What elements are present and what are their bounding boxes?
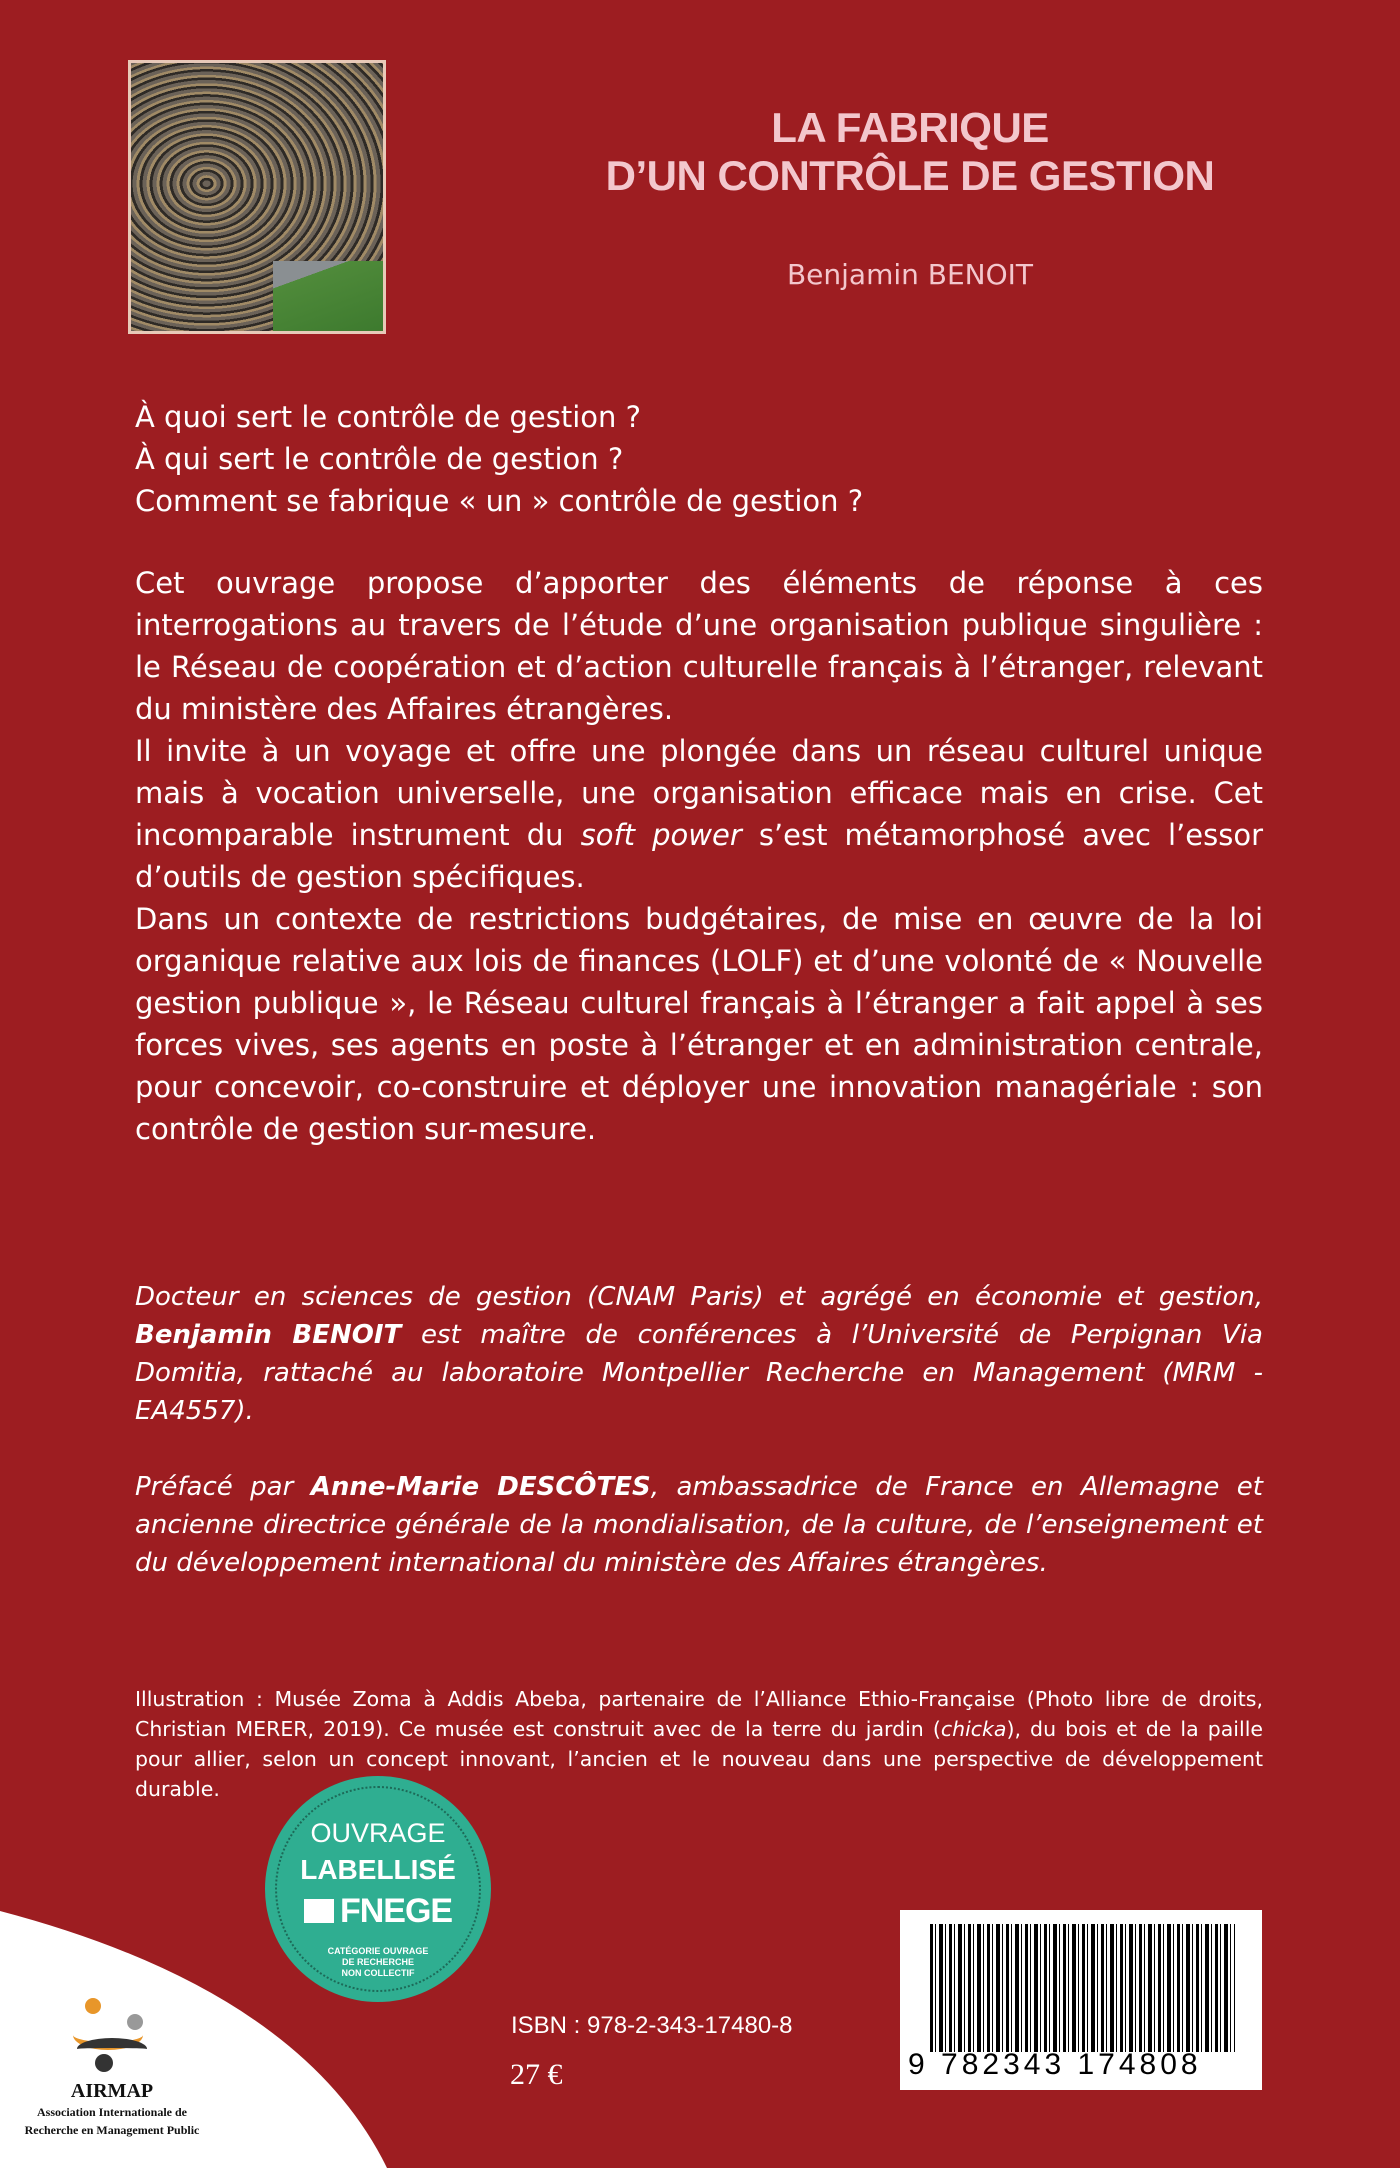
- text: Docteur en sciences de gestion (CNAM Paris) et agrégé en économie et gestion,: [135, 1282, 1263, 1312]
- barcode-digits: 9 782343 174808: [908, 2048, 1202, 2081]
- question: À quoi sert le contrôle de gestion ?: [135, 400, 642, 434]
- isbn: ISBN : 978-2-343-17480-8: [511, 2012, 793, 2039]
- fnege-text: FNEGE: [339, 1892, 453, 1930]
- preface-author-bold: Anne-Marie DESCÔTES: [310, 1472, 651, 1502]
- illustration-credit: [135, 1684, 1263, 1804]
- text: est maître de conférences à l’Université de Perpignan Via Domitia, rattaché au laboratoire Montpellier Recherche en Management (MRM - EA4557).: [135, 1320, 1263, 1426]
- title-line-2: D’UN CONTRÔLE DE GESTION: [605, 152, 1215, 199]
- text: Illustration : Musée Zoma à Addis Abeba, partenaire de l’Alliance Ethio-Française (Photo libre de droits, Christian MERER, 2019). Ce musée est construit avec de la terre du jardin (: [135, 1687, 1263, 1741]
- fnege-logo: [265, 1892, 491, 1931]
- blurb-paragraph: Dans un contexte de restrictions budgétaires, de mise en œuvre de la loi organique relative aux lois de finances (LOLF) et d’une volonté de « Nouvelle gestion publique », le Réseau culturel français à l’étranger a fait appel à ses forces vives, ses agents en poste à l’étranger et en administration centrale, pour concevoir, co-construire et déployer une innovation managériale : son contrôle de gestion sur-mesure.: [135, 902, 1263, 1146]
- blurb: [135, 562, 1263, 1150]
- bio-paragraph: [135, 1278, 1263, 1430]
- barcode: [900, 1910, 1262, 2090]
- badge-category: [265, 1946, 491, 1979]
- title-line-1: LA FABRIQUE: [771, 104, 1049, 151]
- badge-line: OUVRAGE: [310, 1818, 446, 1848]
- airmap-subtitle: Recherche en Management Public: [24, 2123, 200, 2137]
- preface-paragraph: [135, 1468, 1263, 1582]
- blurb-paragraph: [135, 730, 1263, 898]
- airmap-name: AIRMAP: [70, 2080, 154, 2102]
- book-title: [560, 104, 1260, 200]
- barcode-bars: [930, 1924, 1235, 2052]
- text: ), du bois et de la paille pour allier, selon un concept innovant, l’ancien et le nouveau dans une perspective de développement durable.: [135, 1717, 1264, 1801]
- text: , ambassadrice de France en Allemagne et ancienne directrice générale de la mondialisation, de la culture, de l’enseignement et du développement international du ministère des Affaires étrangères.: [135, 1472, 1263, 1578]
- price: 27 €: [510, 2058, 563, 2091]
- question: À qui sert le contrôle de gestion ?: [135, 442, 624, 476]
- airmap-subtitle: Association Internationale de: [37, 2105, 187, 2119]
- badge-small-line: DE RECHERCHE: [341, 1957, 414, 1967]
- badge-small-line: CATÉGORIE OUVRAGE: [327, 1946, 429, 1956]
- author-bold: Benjamin BENOIT: [135, 1320, 402, 1350]
- text: s’est métamorphosé avec l’essor d’outils de gestion spécifiques.: [135, 818, 1264, 894]
- questions: [135, 396, 1263, 522]
- emphasis: soft power: [580, 818, 742, 852]
- question: Comment se fabrique « un » contrôle de gestion ?: [135, 484, 864, 518]
- text: Préfacé par: [135, 1472, 311, 1502]
- badge-small-line: NON COLLECTIF: [341, 1968, 415, 1978]
- emphasis: chicka: [940, 1717, 1007, 1741]
- author-bio: [135, 1278, 1263, 1582]
- blurb-paragraph: Cet ouvrage propose d’apporter des éléments de réponse à ces interrogations au travers de l’étude d’une organisation publique singulière : le Réseau de coopération et d’action culturelle français à l’étranger, relevant du ministère des Affaires étrangères.: [135, 566, 1263, 726]
- cover-photo-zoma-museum: [128, 60, 386, 334]
- airmap-figures-icon: [67, 1998, 157, 2078]
- photo-grass: [273, 261, 383, 331]
- author-name: Benjamin BENOIT: [786, 258, 1034, 291]
- text: Il invite à un voyage et offre une plongée dans un réseau culturel unique mais à vocation universelle, une organisation efficace mais en crise. Cet incomparable instrument du: [135, 734, 1263, 852]
- badge-line: LABELLISÉ: [300, 1854, 456, 1885]
- fnege-arrow-icon: [304, 1899, 334, 1923]
- airmap-logo: [22, 1998, 202, 2139]
- fnege-label-badge: [265, 1776, 491, 2002]
